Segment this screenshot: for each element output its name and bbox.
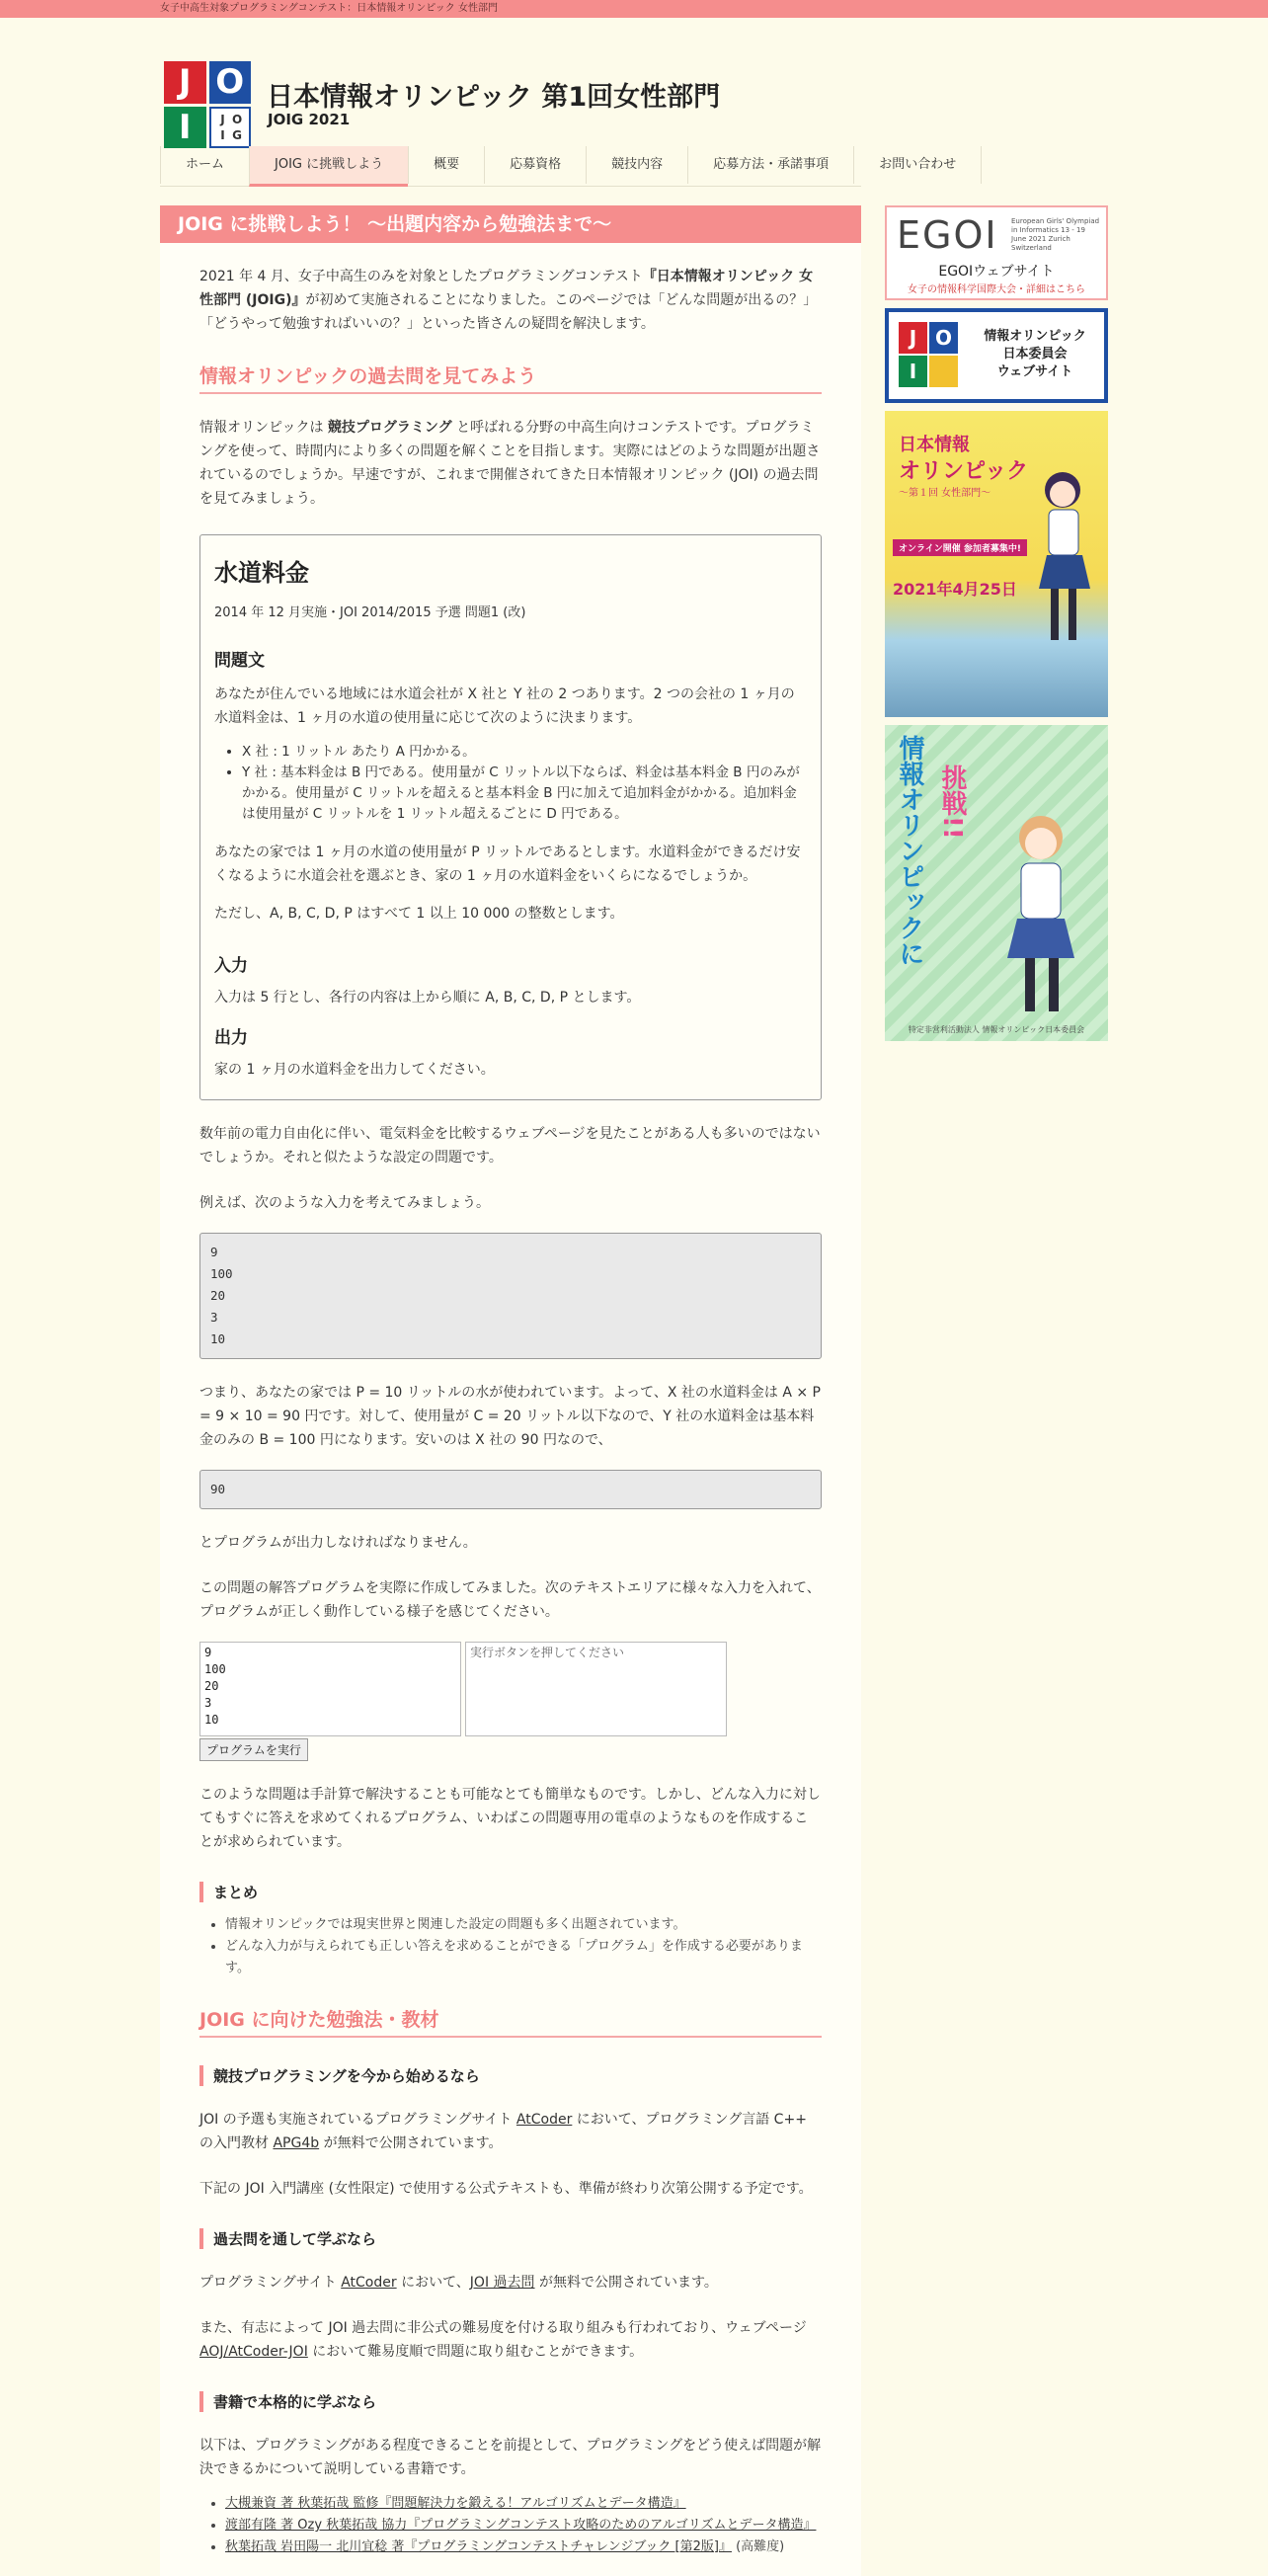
- books-list: [199, 2493, 822, 2558]
- summary-list: [199, 1914, 822, 1979]
- start-text-b: において、プログラミング言語 C++ の入門教材: [199, 2112, 807, 2151]
- problem-statement-heading: 問題文: [214, 651, 265, 671]
- problem-input-heading: 入力: [214, 956, 248, 976]
- logo-small-o: O: [231, 112, 243, 126]
- summary-item: • どんな入力が与えられても正しい答えを求めることができる「プログラム」を作成する必要があります。: [225, 1936, 822, 1979]
- logo-small-joig: [209, 107, 252, 149]
- problem-constraint: ただし、A, B, C, D, P はすべて 1 以上 10 000 の整数とします。: [214, 906, 624, 922]
- logo-letter-j: J: [164, 61, 206, 104]
- start-text-a: JOI の予選も実施されているプログラミングサイト: [199, 2112, 516, 2128]
- main-content: [160, 205, 861, 2576]
- run-program-button[interactable]: プログラムを実行: [199, 1738, 308, 1761]
- poster2-org: 特定非営利活動法人 情報オリンピック日本委員会: [908, 1025, 1085, 1034]
- past-paragraph: [199, 2271, 822, 2294]
- poster-badge: オンライン開催 参加者募集中!: [893, 539, 1027, 556]
- problem-statement: あなたが住んでいる地域には水道会社が X 社と Y 社の 2 つあります。2 つの会社の 1 ヶ月の水道料金は、1 ヶ月の水道の使用量に応じて次のように決まります。: [214, 686, 795, 726]
- books-paragraph: 以下は、プログラミングがある程度できることを前提として、プログラミングをどう使えば問題が解決できるかについて説明している書籍です。: [199, 2438, 822, 2477]
- atcoder-link[interactable]: AtCoder: [515, 2112, 573, 2128]
- book-suffix: (高難度): [731, 2539, 785, 2554]
- egoi-caption: EGOIウェブサイト: [938, 264, 1055, 280]
- try-paragraph: この問題の解答プログラムを実際に作成してみました。次のテキストエリアに様々な入力を入れて、プログラムが正しく動作している様子を感じてください。: [199, 1580, 821, 1620]
- example-output-block: 90: [199, 1470, 822, 1509]
- example-input-block: 9 100 20 3 10: [199, 1233, 822, 1359]
- example-lead: 例えば、次のような入力を考えてみましょう。: [199, 1195, 490, 1211]
- problem-rule-x: • X 社 : 1 リットル あたり A 円かかる。: [242, 742, 807, 763]
- atcoder-link-2[interactable]: AtCoder: [341, 2275, 397, 2291]
- section1-text-post: と呼ばれる分野の中高生向けコンテストです。プログラミングを使って、時間内により多くの問題を解くことを目指します。実際にはどのような問題が出題されているのでしょうか。早速ですが、これまで開催されてきた日本情報オリンピック (JOI) の過去問を見てみましょう。: [199, 420, 821, 507]
- problem-input: 入力は 5 行とし、各行の内容は上から順に A, B, C, D, P とします。: [214, 990, 641, 1006]
- joi-past-problems-link[interactable]: JOI 過去問: [469, 2275, 535, 2291]
- past2-text-a: また、有志によって JOI 過去問に非公式の難易度を付ける取り組みも行われており、ウェブページ: [199, 2320, 807, 2336]
- start-paragraph-2: 下記の JOI 入門講座 (女性限定) で使用する公式テキストも、準備が終わり次第公開する予定です。: [199, 2181, 813, 2197]
- mini-logo-j: J: [899, 322, 927, 354]
- sidebar: [885, 205, 1108, 1041]
- book-item: [225, 2493, 822, 2515]
- explanation-paragraph: つまり、あなたの家では P = 10 リットルの水が使われています。よって、X 社の水道料金は A × P = 9 × 10 = 90 円です。対して、使用量が C = 20 リットル以下なので、Y 社の水道料金は基本料金のみの B = 100 円になります。安いのは X 社の 90 円なので、: [199, 1385, 821, 1448]
- start-paragraph: [199, 2108, 822, 2155]
- must-output-text: とプログラムが出力しなければなりません。: [199, 1535, 477, 1551]
- summary-item: • 情報オリンピックでは現実世界と関連した設定の問題も多く出題されています。: [225, 1914, 822, 1936]
- apg4b-link[interactable]: APG4b: [273, 2135, 320, 2151]
- past-paragraph-2: [199, 2316, 822, 2364]
- poster2-girl-illustration: [980, 804, 1098, 1021]
- closing-paragraph: このような問題は手計算で解決することも可能なとても簡単なものです。しかし、どんな入力に対してもすぐに答えを求めてくれるプログラム、いわばこの問題専用の電卓のようなものを作成することが求められています。: [199, 1787, 821, 1850]
- book-item: [225, 2515, 822, 2536]
- nav-how-to-apply[interactable]: 応募方法・承諾事項: [687, 146, 853, 184]
- program-output-textarea[interactable]: 実行ボタンを押してください: [465, 1642, 727, 1736]
- nav-overview[interactable]: 概要: [408, 146, 484, 184]
- section1-text-pre: 情報オリンピックは: [199, 420, 328, 436]
- joi-challenge-poster-banner[interactable]: [885, 725, 1108, 1041]
- topbar-text: 女子中高生対象プログラミングコンテスト：日本情報オリンピック 女性部門: [160, 3, 498, 14]
- program-input-textarea[interactable]: 9 100 20 3 10: [199, 1642, 461, 1736]
- logo-letter-i: I: [164, 107, 206, 149]
- section-heading-past-problems: 情報オリンピックの過去問を見てみよう: [199, 362, 822, 394]
- book-link[interactable]: 渡部有隆 著 Ozy 秋葉拓哉 協力『プログラミングコンテスト攻略のためのアルゴリズムとデータ構造』: [225, 2518, 817, 2533]
- joi-committee-banner[interactable]: [885, 308, 1108, 403]
- poster-girl-illustration: [1013, 460, 1102, 658]
- logo-small-i: I: [220, 127, 225, 142]
- problem-output-heading: 出力: [214, 1028, 248, 1048]
- summary-heading: まとめ: [199, 1882, 822, 1902]
- joi-label-line: ウェブサイト: [996, 364, 1073, 379]
- past2-text-b: において難易度順で問題に取り組むことができます。: [307, 2344, 644, 2360]
- nav-home[interactable]: ホーム: [160, 146, 249, 184]
- poster-line3: ～第１回 女性部門～: [899, 488, 991, 499]
- aoj-atcoder-joi-link[interactable]: AOJ/AtCoder-JOI: [199, 2344, 308, 2360]
- book-item: [225, 2536, 822, 2558]
- book-link[interactable]: 秋葉拓哉 岩田陽一 北川宜稔 著『プログラミングコンテストチャレンジブック [第2版]』: [225, 2539, 732, 2554]
- site-title[interactable]: 日本情報オリンピック 第1回女性部門: [267, 82, 721, 113]
- intro-contest-name: 『日本情報オリンピック 女性部門 (JOIG)』: [199, 269, 814, 308]
- egoi-banner[interactable]: [885, 205, 1108, 300]
- joi-committee-label: [976, 328, 1094, 381]
- mini-logo-i: I: [899, 356, 927, 387]
- problem-title: 水道料金: [214, 559, 309, 587]
- start-text-c: が無料で公開されています。: [319, 2135, 503, 2151]
- joi-mini-logo: [899, 322, 958, 387]
- past-text-b: において、: [396, 2275, 470, 2291]
- joi-logo[interactable]: [164, 61, 251, 148]
- top-announcement-bar: [0, 0, 1268, 18]
- after-problem-paragraph: 数年前の電力自由化に伴い、電気料金を比較するウェブページを見たことがある人も多いのではないでしょうか。それと似たような設定の問題です。: [199, 1126, 821, 1166]
- problem-rule-y: • Y 社 : 基本料金は B 円である。使用量が C リットル以下ならば、料金は基本料金 B 円のみがかかる。使用量が C リットルを超えると基本料金 B 円に加えて追加料金がかかる。追加料金は使用量が C リットルを 1 リットル超えるごとに D 円である。: [242, 763, 807, 825]
- problem-statement-2: あなたの家では 1 ヶ月の水道の使用量が P リットルであるとします。水道料金ができるだけ安くなるように水道会社を選ぶとき、家の 1 ヶ月の水道料金をいくらになるでしょうか。: [214, 845, 801, 884]
- logo-small-g: G: [232, 127, 242, 142]
- poster-line2: オリンピック: [899, 459, 1029, 484]
- intro-text-post: が初めて実施されることになりました。このページでは「どんな問題が出るの？」「どうやって勉強すればいいの？」といった皆さんの疑問を解決します。: [199, 292, 818, 332]
- problem-output: 家の 1 ヶ月の水道料金を出力してください。: [214, 1062, 495, 1078]
- problem-rules: [214, 742, 807, 825]
- intro-text-pre: 2021 年 4 月、女子中高生のみを対象としたプログラミングコンテスト: [199, 269, 643, 284]
- poster-line1: 日本情報: [899, 435, 970, 455]
- joig-poster-banner[interactable]: [885, 411, 1108, 717]
- main-nav: [160, 146, 957, 187]
- mini-logo-o: O: [929, 322, 958, 354]
- mini-logo-tile: [929, 356, 958, 387]
- problem-meta: 2014 年 12 月実施・JOI 2014/2015 予選 問題1 (改): [214, 605, 526, 620]
- subheading-past-problems: 過去問を通して学ぶなら: [199, 2228, 822, 2249]
- joi-label-line: 情報オリンピック: [984, 329, 1086, 344]
- poster2-headline: 情報オリンピックに: [895, 735, 924, 966]
- problem-box: [199, 534, 822, 1100]
- logo-letter-o: O: [209, 61, 252, 104]
- intro-paragraph: [199, 265, 822, 336]
- site-header: [0, 18, 1268, 147]
- subheading-start: 競技プログラミングを今から始めるなら: [199, 2065, 822, 2086]
- poster2-accent: 挑戦!!: [937, 765, 967, 840]
- past-text-a: プログラミングサイト: [199, 2275, 342, 2291]
- section-heading-study: JOIG に向けた勉強法・教材: [199, 2005, 822, 2038]
- joi-label-line: 日本委員会: [1002, 347, 1068, 362]
- subheading-books: 書籍で本格的に学ぶなら: [199, 2391, 822, 2412]
- nav-eligibility[interactable]: 応募資格: [484, 146, 586, 184]
- poster-date: 2021年4月25日: [893, 580, 1017, 599]
- page-title: JOIG に挑戦しよう！ ～出題内容から勉強法まで～: [160, 205, 861, 243]
- egoi-mark: EGOI: [897, 213, 998, 257]
- egoi-small-text: European Girls' Olympiad in Informatics 13 - 19 June 2021 Zurich Switzerland: [1011, 217, 1100, 252]
- logo-small-j: J: [220, 112, 225, 126]
- nav-contest-content[interactable]: 競技内容: [586, 146, 687, 184]
- past-text-c: が無料で公開されています。: [534, 2275, 718, 2291]
- site-subtitle: JOIG 2021: [268, 111, 351, 128]
- book-link[interactable]: 大槻兼資 著 秋葉拓哉 監修『問題解決力を鍛える！アルゴリズムとデータ構造』: [225, 2496, 686, 2511]
- program-runner: [199, 1642, 822, 1736]
- egoi-note: 女子の情報科学国際大会・詳細はこちら: [908, 284, 1085, 295]
- section1-paragraph: [199, 416, 822, 511]
- nav-contact[interactable]: お問い合わせ: [853, 146, 982, 184]
- section1-keyword: 競技プログラミング: [327, 420, 452, 436]
- nav-challenge[interactable]: JOIG に挑戦しよう: [249, 146, 408, 187]
